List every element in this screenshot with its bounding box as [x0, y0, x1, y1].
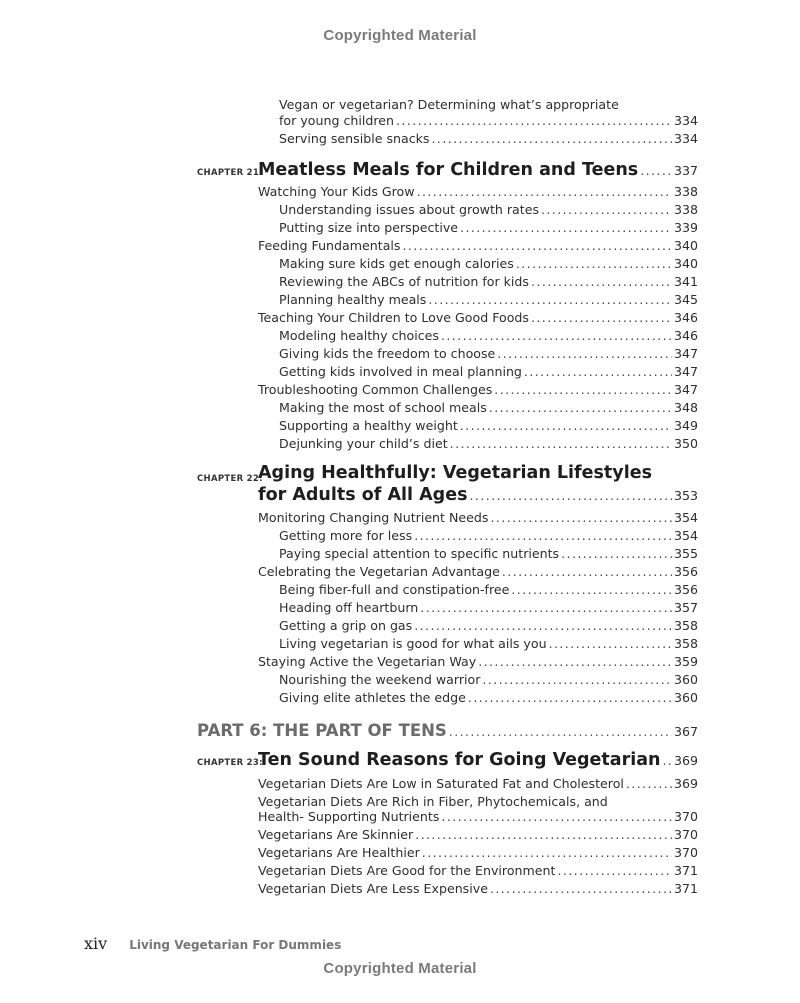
toc-entry-page: 346: [673, 328, 698, 343]
dot-leader: [511, 581, 672, 599]
dot-leader: [420, 599, 672, 617]
dot-leader: [441, 327, 672, 345]
chapter-page: 369: [673, 753, 698, 768]
toc-entry-title: Getting more for less: [279, 528, 413, 543]
toc-entry[interactable]: [258, 309, 698, 327]
part-page: 367: [673, 724, 698, 739]
toc-entry-page: 371: [673, 881, 698, 896]
dot-leader: [414, 617, 672, 635]
dot-leader: [468, 689, 672, 707]
toc-entry-page: 370: [673, 809, 698, 824]
toc-entry-page: 334: [673, 113, 698, 128]
toc-entry[interactable]: [258, 775, 698, 793]
toc-entry[interactable]: [279, 527, 698, 545]
toc-entry-page: 360: [673, 690, 698, 705]
toc-entry-page: 357: [673, 600, 698, 615]
chapter-22-heading[interactable]: [197, 485, 698, 505]
toc-entry[interactable]: [279, 417, 698, 435]
dot-leader: [490, 880, 672, 898]
dot-leader: [494, 381, 672, 399]
page-footer: [84, 934, 341, 953]
toc-entry-page: 338: [673, 184, 698, 199]
toc-entry-page: 354: [673, 510, 698, 525]
toc-entry[interactable]: [258, 844, 698, 862]
dot-leader: [640, 163, 672, 178]
toc-entry[interactable]: [279, 112, 698, 130]
toc-entry-page: 348: [673, 400, 698, 415]
toc-entry[interactable]: [258, 808, 698, 826]
toc-entry[interactable]: [279, 581, 698, 599]
toc-entry-page: 371: [673, 863, 698, 878]
toc-entry-title: Reviewing the ABCs of nutrition for kids: [279, 274, 529, 289]
dot-leader: [478, 653, 672, 671]
toc-entry-title: Modeling healthy choices: [279, 328, 439, 343]
toc-entry-title: Dejunking your child’s diet: [279, 436, 448, 451]
toc-entry[interactable]: [279, 345, 698, 363]
toc-entry-title: Celebrating the Vegetarian Advantage: [258, 564, 500, 579]
toc-entry-page: 355: [673, 546, 698, 561]
toc-entry[interactable]: [279, 435, 698, 453]
page-number: xiv: [84, 934, 108, 953]
toc-entry-page: 347: [673, 346, 698, 361]
chapter-title: Meatless Meals for Children and Teens: [258, 160, 639, 180]
toc-entry[interactable]: [279, 399, 698, 417]
dot-leader: [549, 635, 672, 653]
toc-entry-line1: Vegetarian Diets Are Rich in Fiber, Phytochemicals, and: [258, 794, 608, 809]
toc-entry-title: Getting kids involved in meal planning: [279, 364, 522, 379]
toc-entry[interactable]: [279, 291, 698, 309]
dot-leader: [516, 255, 672, 273]
chapter-label: CHAPTER 23:: [197, 758, 263, 768]
toc-entry-title: Paying special attention to specific nutrients: [279, 546, 560, 561]
toc-entry[interactable]: [279, 255, 698, 273]
toc-entry-title: Staying Active the Vegetarian Way: [258, 654, 477, 669]
chapter-page: 353: [673, 488, 698, 503]
toc-entry-page: 356: [673, 564, 698, 579]
toc-entry[interactable]: [279, 671, 698, 689]
toc-entry[interactable]: [258, 880, 698, 898]
copyright-watermark-bottom: Copyrighted Material: [323, 960, 477, 977]
chapter-label: CHAPTER 21:: [197, 168, 263, 178]
toc-entry-page: 347: [673, 382, 698, 397]
dot-leader: [541, 201, 672, 219]
toc-entry-title: Serving sensible snacks: [279, 131, 430, 146]
toc-entry[interactable]: [258, 862, 698, 880]
toc-entry[interactable]: [258, 563, 698, 581]
toc-entry-title: Nourishing the weekend warrior: [279, 672, 481, 687]
dot-leader: [557, 862, 672, 880]
toc-entry-page: 370: [673, 845, 698, 860]
part-title: PART 6: THE PART OF TENS: [197, 721, 447, 740]
toc-entry-title: Vegetarian Diets Are Good for the Environment: [258, 863, 556, 878]
toc-entry[interactable]: [279, 545, 698, 563]
dot-leader: [531, 273, 672, 291]
dot-leader: [460, 417, 672, 435]
dot-leader: [469, 488, 671, 503]
toc-entry-title: Supporting a healthy weight: [279, 418, 458, 433]
toc-entry[interactable]: [279, 689, 698, 707]
dot-leader: [432, 130, 672, 148]
toc-entry[interactable]: [279, 599, 698, 617]
toc-entry-title: Vegetarians Are Healthier: [258, 845, 420, 860]
chapter-title-line1[interactable]: Aging Healthfully: Vegetarian Lifestyles: [258, 463, 652, 483]
dot-leader: [417, 183, 672, 201]
toc-entry[interactable]: [279, 327, 698, 345]
toc-entry-page: 369: [673, 776, 698, 791]
chapter-page: 337: [673, 163, 698, 178]
toc-entry-page: 334: [673, 131, 698, 146]
toc-entry-page: 359: [673, 654, 698, 669]
toc-entry[interactable]: [258, 183, 698, 201]
toc-entry-page: 340: [673, 238, 698, 253]
toc-entry-page: 338: [673, 202, 698, 217]
toc-entry-title: Feeding Fundamentals: [258, 238, 401, 253]
toc-entry-page: 358: [673, 636, 698, 651]
toc-entry-title: for young children: [279, 113, 394, 128]
toc-entry-title: Giving kids the freedom to choose: [279, 346, 496, 361]
dot-leader: [414, 527, 672, 545]
toc-entry-page: 345: [673, 292, 698, 307]
toc-entry-title: Making sure kids get enough calories: [279, 256, 514, 271]
dot-leader: [449, 724, 672, 739]
toc-entry-page: 370: [673, 827, 698, 842]
toc-entry[interactable]: [258, 237, 698, 255]
chapter-21-heading[interactable]: [197, 160, 698, 180]
toc-entry[interactable]: [279, 617, 698, 635]
toc-entry-title: Giving elite athletes the edge: [279, 690, 466, 705]
toc-entry-page: 346: [673, 310, 698, 325]
toc-entry-title: Vegetarian Diets Are Low in Saturated Fat and Cholesterol: [258, 776, 624, 791]
toc-entry-title: Putting size into perspective: [279, 220, 459, 235]
toc-entry-title: Heading off heartburn: [279, 600, 419, 615]
dot-leader: [460, 219, 672, 237]
dot-leader: [561, 545, 672, 563]
toc-entry[interactable]: [279, 130, 698, 148]
dot-leader: [415, 826, 672, 844]
toc-entry-title: Troubleshooting Common Challenges: [258, 382, 493, 397]
toc-entry-title: Living vegetarian is good for what ails you: [279, 636, 547, 651]
dot-leader: [428, 291, 672, 309]
toc-entry-page: 360: [673, 672, 698, 687]
toc-entry[interactable]: [258, 509, 698, 527]
toc-entry[interactable]: [279, 201, 698, 219]
toc-entry-page: 350: [673, 436, 698, 451]
dot-leader: [482, 671, 672, 689]
toc-entry[interactable]: [258, 826, 698, 844]
chapter-title: Ten Sound Reasons for Going Vegetarian: [258, 750, 661, 770]
toc-entry-title: Monitoring Changing Nutrient Needs: [258, 510, 489, 525]
toc-entry-title: Watching Your Kids Grow: [258, 184, 415, 199]
dot-leader: [396, 112, 672, 130]
toc-entry-title: Teaching Your Children to Love Good Foods: [258, 310, 529, 325]
toc-entry-page: 347: [673, 364, 698, 379]
toc-entry-page: 340: [673, 256, 698, 271]
toc-entry-title: Planning healthy meals: [279, 292, 427, 307]
dot-leader: [497, 345, 672, 363]
dot-leader: [402, 237, 671, 255]
book-title: Living Vegetarian For Dummies: [129, 938, 342, 952]
toc-entry[interactable]: [279, 635, 698, 653]
dot-leader: [450, 435, 672, 453]
toc-entry-page: 339: [673, 220, 698, 235]
chapter-label: CHAPTER 22:: [197, 474, 263, 484]
toc-entry-title: Making the most of school meals: [279, 400, 487, 415]
toc-entry-page: 356: [673, 582, 698, 597]
dot-leader: [490, 509, 671, 527]
toc-entry-page: 358: [673, 618, 698, 633]
toc-entry[interactable]: [279, 363, 698, 381]
dot-leader: [502, 563, 672, 581]
dot-leader: [422, 844, 672, 862]
toc-entry-page: 349: [673, 418, 698, 433]
dot-leader: [663, 753, 672, 768]
dot-leader: [626, 775, 672, 793]
toc-entry-title: Health- Supporting Nutrients: [258, 809, 440, 824]
toc-entry-line1: Vegan or vegetarian? Determining what’s appropriate: [279, 97, 619, 112]
toc-entry-title: Vegetarian Diets Are Less Expensive: [258, 881, 488, 896]
part-6-heading[interactable]: [197, 721, 698, 740]
chapter-23-heading[interactable]: [197, 750, 698, 770]
dot-leader: [489, 399, 672, 417]
toc-entry[interactable]: [258, 381, 698, 399]
dot-leader: [441, 808, 672, 826]
dot-leader: [531, 309, 672, 327]
toc-entry[interactable]: [258, 653, 698, 671]
toc-entry-title: Getting a grip on gas: [279, 618, 413, 633]
toc-entry-page: 354: [673, 528, 698, 543]
toc-entry-title: Being fiber-full and constipation-free: [279, 582, 510, 597]
toc-entry-title: Vegetarians Are Skinnier: [258, 827, 414, 842]
toc-entry[interactable]: [279, 273, 698, 291]
toc-entry-page: 341: [673, 274, 698, 289]
dot-leader: [524, 363, 672, 381]
copyright-watermark-top: Copyrighted Material: [323, 27, 477, 44]
toc-entry[interactable]: [279, 219, 698, 237]
chapter-title-line2: for Adults of All Ages: [258, 485, 468, 505]
toc-entry-title: Understanding issues about growth rates: [279, 202, 540, 217]
